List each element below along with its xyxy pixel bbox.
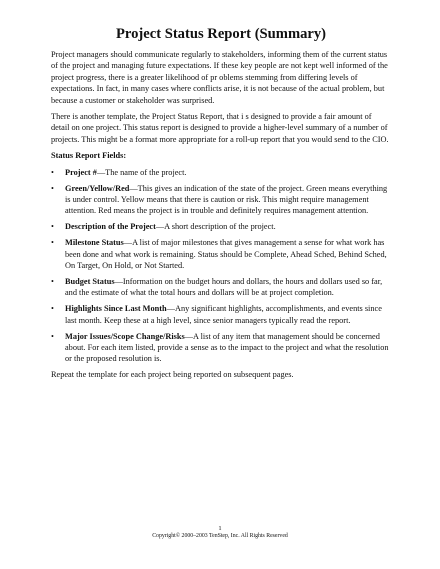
bullet-icon: • <box>51 238 54 248</box>
fields-list <box>51 167 391 365</box>
bullet-icon: • <box>51 222 54 232</box>
closing-paragraph: Repeat the template for each project being reported on subsequent pages. <box>51 370 294 380</box>
field-term: Major Issues/Scope Change/Risks <box>65 331 185 341</box>
field-desc: —The name of the project. <box>96 167 187 177</box>
field-item-major-issues <box>51 331 391 365</box>
field-term: Highlights Since Last Month <box>65 304 167 314</box>
field-desc: —A list of major milestones that gives management a sense for what work has been done and what work is remaining. Status should be Complete, Ahead Sched, Behind Sched, On Target, On Hold, or Not Started. <box>65 238 387 270</box>
bullet-icon: • <box>51 183 54 193</box>
field-desc: —Information on the budget hours and dollars, the hours and dollars used so far, and the estimate of what the total hours and dollars will be at project completion. <box>65 276 383 298</box>
bullet-icon: • <box>51 304 54 314</box>
field-item-highlights <box>51 303 391 326</box>
template-note-paragraph: There is another template, the Project Status Report, that i s designed to provide a fair amount of detail on one project. This status report is designed to provide a higher-level summary of a number of projects. This might be a format more appropriate for a roll-up report that you would send to the CIO. <box>51 112 389 144</box>
bullet-icon: • <box>51 331 54 341</box>
copyright-notice: Copyright© 2000–2003 TenStep, Inc. All Rights Reserved <box>152 533 288 539</box>
bullet-icon: • <box>51 167 54 177</box>
bullet-icon: • <box>51 276 54 286</box>
intro-paragraph: Project managers should communicate regularly to stakeholders, informing them of the current status of the project and managing future expectations. If these key people are not kept well informed of the project progress, there is a greater likelihood of pr oblems stemming from differing levels of expectations. In fact, in many cases where conflicts arise, it is not because of the actual problem, but because a customer or stakeholder was surprised. <box>51 50 388 105</box>
page-number: 1 <box>218 525 222 532</box>
field-term: Description of the Project <box>65 222 156 232</box>
fields-heading: Status Report Fields: <box>51 151 127 161</box>
field-desc: —A list of any item that management should be concerned about. For each item listed, provide a sense as to the impact to the project and what the resolution or the proposed resolution is. <box>65 331 389 364</box>
field-term: Project # <box>65 167 97 177</box>
field-term: Budget Status <box>65 276 115 286</box>
field-desc: —A short description of the project. <box>155 222 276 232</box>
field-item-milestone-status <box>51 237 391 271</box>
field-term: Milestone Status <box>65 238 124 248</box>
field-desc: —This gives an indication of the state of the project. Green means everything is under control. Yellow means that there is caution or risk. This might require management attention. Red means the project is in trouble and definitely requires management attention. <box>65 183 388 216</box>
field-item-budget-status <box>51 276 391 299</box>
field-item-description <box>51 221 391 232</box>
field-item-project-number <box>51 167 391 178</box>
field-term: Green/Yellow/Red <box>65 183 130 193</box>
page-title: Project Status Report (Summary) <box>115 26 327 42</box>
document-page <box>51 26 391 381</box>
field-desc: —Any significant highlights, accomplishments, and events since last month. Keep these at a high level, since senior managers typically read the report. <box>65 304 382 325</box>
field-item-green-yellow-red <box>51 183 391 217</box>
